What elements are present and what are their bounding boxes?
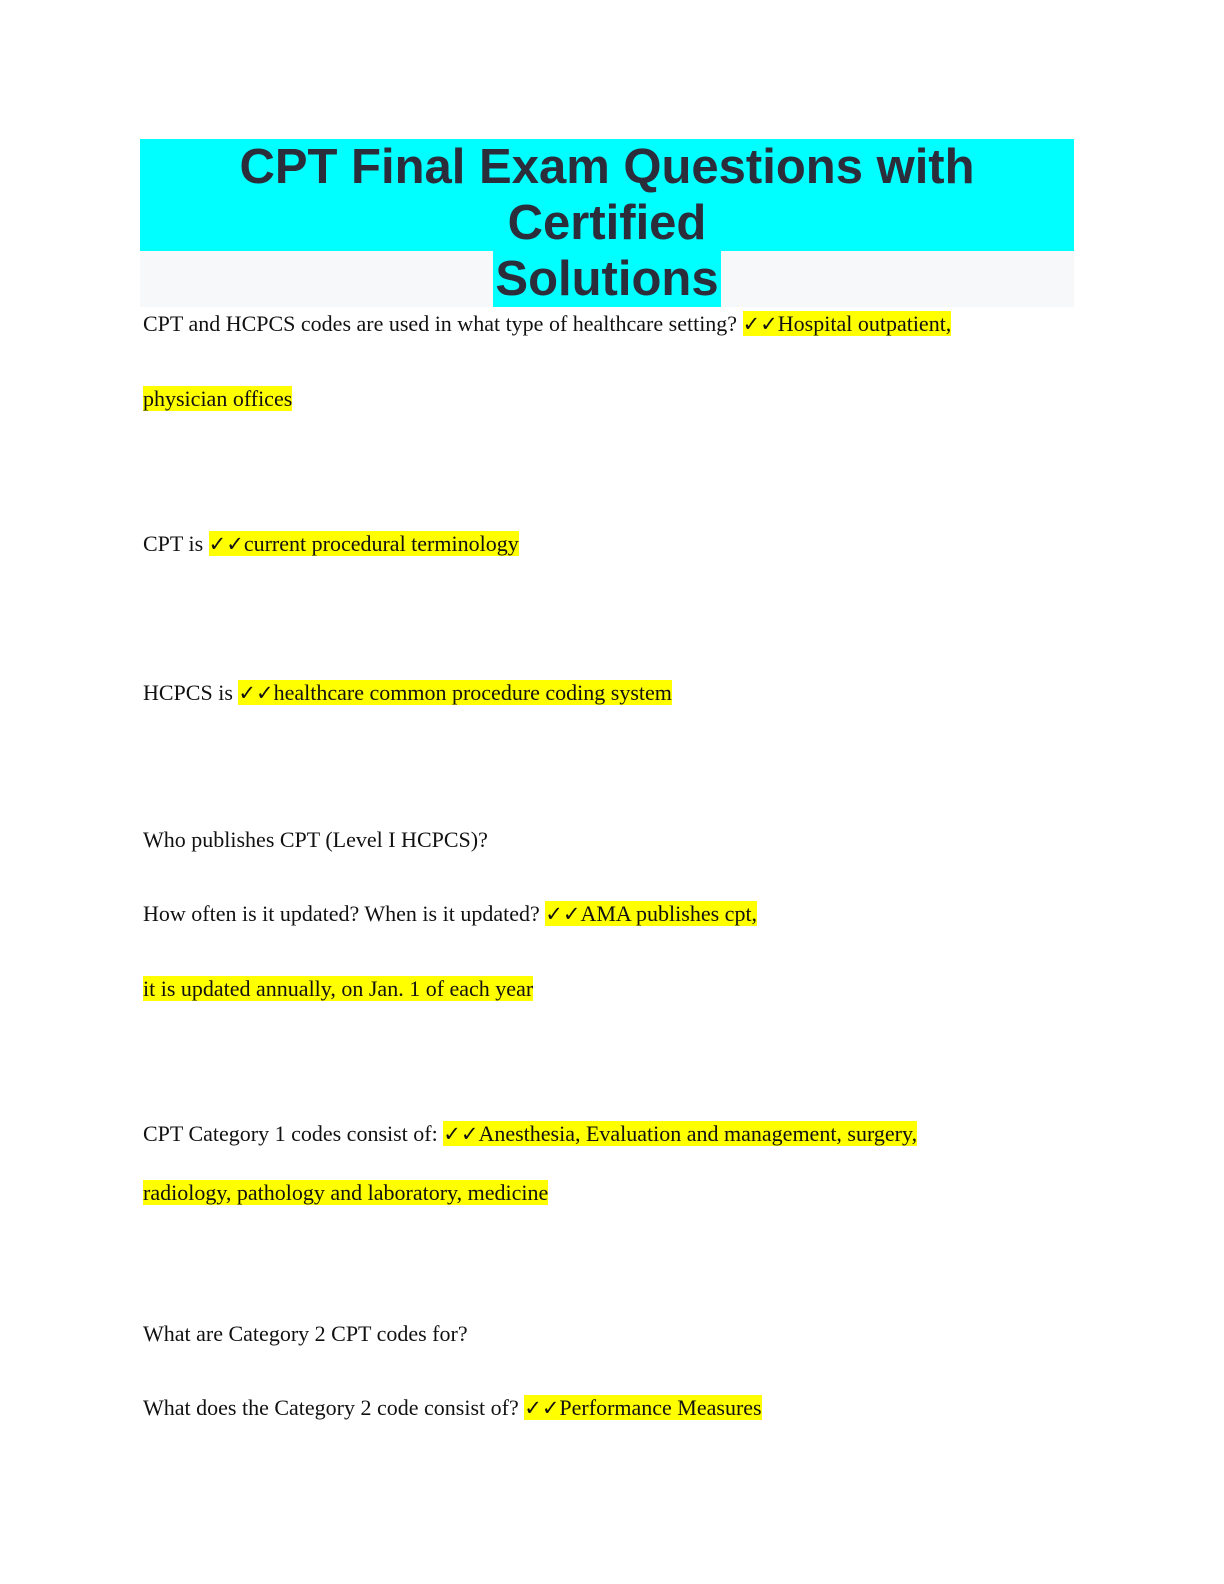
answer-text: Hospital outpatient,: [777, 311, 952, 336]
document-title: [140, 139, 1074, 307]
answer-text: radiology, pathology and laboratory, medicine: [143, 1180, 549, 1205]
qa-4-answer-line: [143, 974, 533, 1004]
double-check-icon: ✓✓: [208, 532, 244, 556]
answer-text: Anesthesia, Evaluation and management, surgery,: [478, 1121, 918, 1146]
question-text: HCPCS is: [143, 680, 233, 705]
answer-highlight: [545, 901, 757, 926]
qa-2-question-line: [143, 529, 519, 559]
title-line-2: Solutions: [495, 252, 719, 306]
qa-1-answer-line: [143, 384, 292, 414]
qa-4-question-line-1: [143, 825, 488, 855]
qa-1-question-line: [143, 309, 951, 339]
title-line-1: CPT Final Exam Questions with Certified: [140, 139, 1074, 251]
answer-text: it is updated annually, on Jan. 1 of each year: [143, 976, 534, 1001]
double-check-icon: ✓✓: [545, 902, 581, 926]
qa-3-question-line: [143, 678, 672, 708]
qa-6-question-line-1: [143, 1319, 468, 1349]
question-text: What are Category 2 CPT codes for?: [143, 1321, 468, 1346]
qa-5-question-line: [143, 1119, 917, 1149]
answer-text: current procedural terminology: [243, 531, 519, 556]
qa-6-question-line-2: [143, 1393, 762, 1423]
answer-text: AMA publishes cpt,: [580, 901, 758, 926]
title-block: [140, 139, 1074, 307]
question-text: CPT is: [143, 531, 204, 556]
question-text: CPT Category 1 codes consist of:: [143, 1121, 438, 1146]
question-text: CPT and HCPCS codes are used in what type of healthcare setting?: [143, 311, 738, 336]
answer-text: healthcare common procedure coding system: [273, 680, 672, 705]
question-text: What does the Category 2 code consist of?: [143, 1395, 519, 1420]
double-check-icon: ✓✓: [443, 1122, 479, 1146]
question-text: How often is it updated? When is it updated?: [143, 901, 540, 926]
qa-4-question-line-2: [143, 899, 757, 929]
answer-highlight: [524, 1395, 761, 1420]
answer-highlight: [443, 1121, 917, 1146]
answer-highlight: [743, 311, 952, 336]
answer-text: physician offices: [143, 386, 293, 411]
double-check-icon: ✓✓: [742, 312, 778, 336]
double-check-icon: ✓✓: [238, 681, 274, 705]
answer-highlight: [238, 680, 672, 705]
answer-text: Performance Measures: [559, 1395, 762, 1420]
double-check-icon: ✓✓: [524, 1396, 560, 1420]
qa-5-answer-line: [143, 1178, 548, 1208]
answer-highlight: [209, 531, 519, 556]
question-text: Who publishes CPT (Level I HCPCS)?: [143, 827, 488, 852]
